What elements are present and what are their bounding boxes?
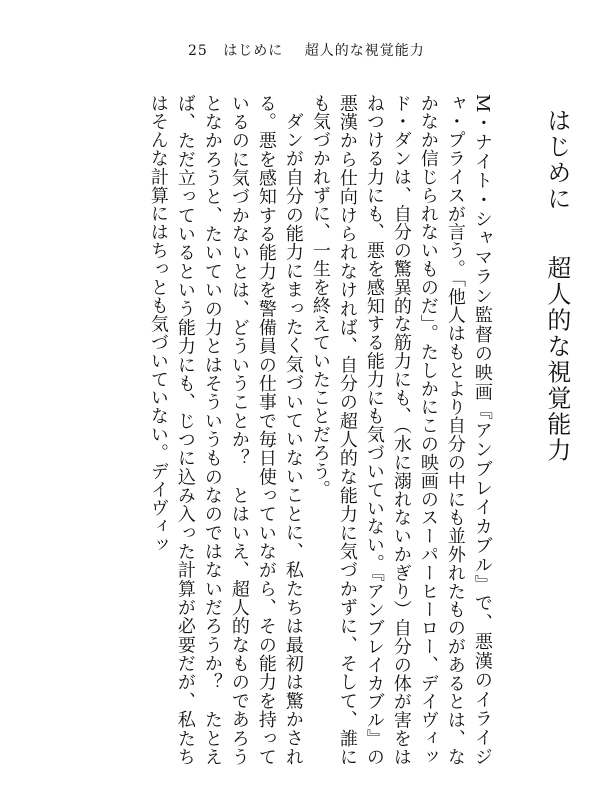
header-chapter-label: はじめに xyxy=(223,43,284,59)
running-header xyxy=(188,40,425,62)
paragraph-1: M・ナイト・シャマラン監督の映画『アンブレイカブル』で、悪漢のイライジャ・プライスが言う。「他人はもとより自分の中にも並外れたものがあるとは、なかなか信じられないものだ」。たしかにこの映画のスーパーヒーロー、デイヴィッド・ダンは、自分の驚異的な筋力にも、（水に溺れないかぎり）自分の体が害をはねつける力にも、悪を感知する能力にも気づいていない。『アンブレイカブル』の悪漢から仕向けられなければ、自分の超人的な能力に気づかずに、そして、誰にも気づかれずに、一生を終えていたことだろう。 xyxy=(309,94,493,766)
chapter-title xyxy=(542,108,572,766)
header-chapter-subtitle: 超人的な視覚能力 xyxy=(304,43,425,59)
page-number: 25 xyxy=(188,43,208,59)
vertical-body-text xyxy=(145,94,588,766)
chapter-title-part2: 超人的な視覚能力 xyxy=(542,255,571,464)
paragraph-2: ダンが自分の能力にまったく気づいていないことに、私たちは最初は驚かされる。悪を感知する能力を警備員の仕事で毎日使っていながら、その能力を持っているのに気づかないとは、どういうことか？ とはいえ、超人的なものであろうとなかろうと、たいていの力とはそういうものなのではないだろうか？ たとえば、ただ立っているという能力にも、じつに込み入った計算が必要だが、私たちはそんな計算にはちっとも気づいていない。デイヴィッ xyxy=(147,94,304,766)
chapter-title-part1: はじめに xyxy=(542,108,571,212)
